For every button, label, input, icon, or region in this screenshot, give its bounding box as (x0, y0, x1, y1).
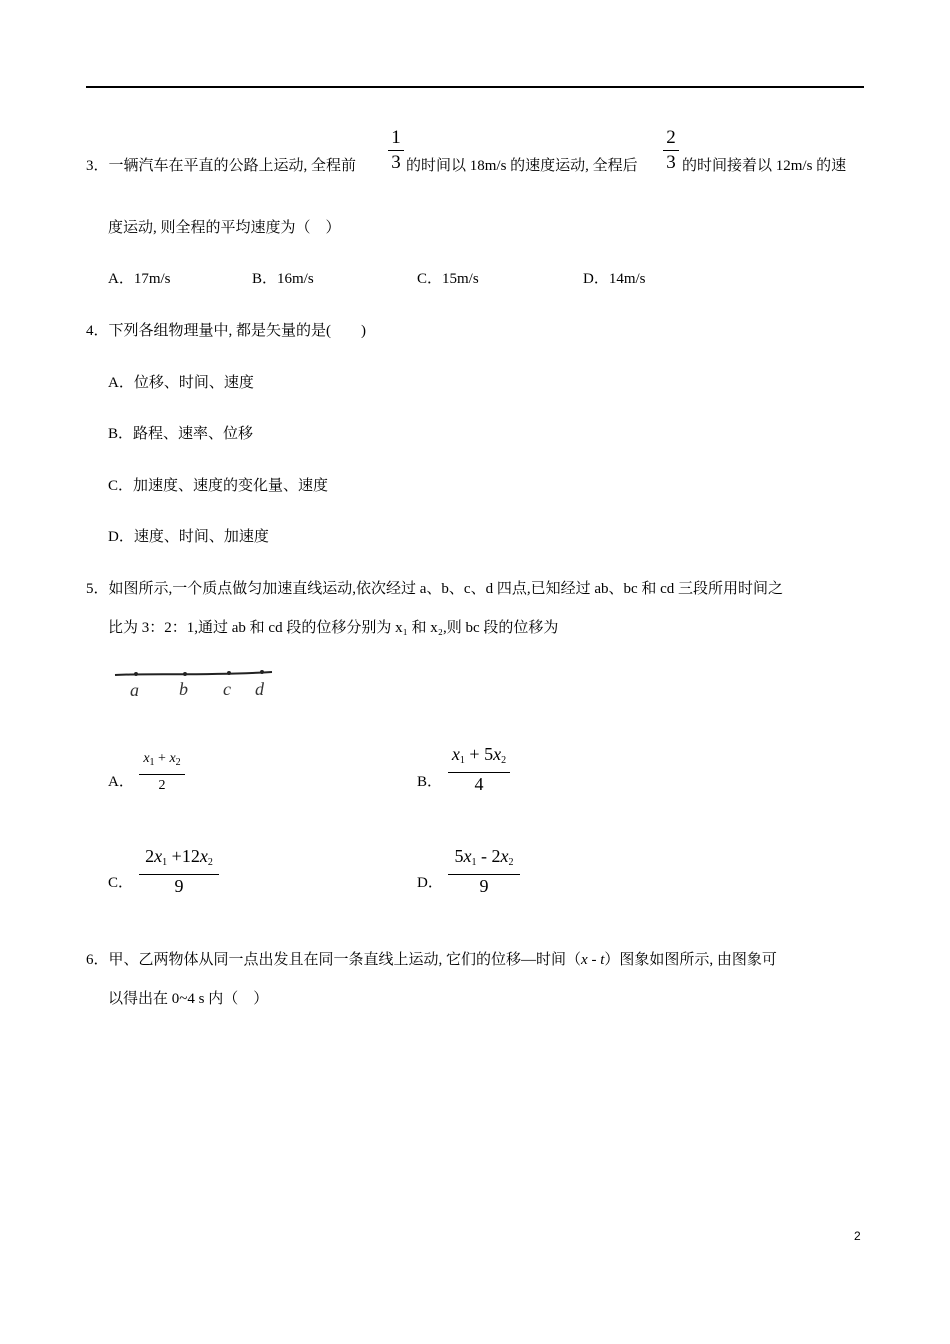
q4-stem: 4．下列各组物理量中, 都是矢量的是( ) (86, 323, 366, 339)
q5-stem-line1: 5．如图所示,一个质点做匀加速直线运动,依次经过 a、b、c、d 四点,已知经过 ab、bc 和 cd 三段所用时间之 (86, 581, 784, 597)
var-t: t (600, 952, 605, 968)
q4-option-a: A．位移、时间、速度 (108, 375, 254, 391)
q5-option-b-fraction (448, 743, 510, 795)
q3-option-d: D．14m/s (583, 271, 646, 287)
var-x: x (463, 846, 472, 866)
var-x: x (451, 744, 460, 764)
point-label-b: b (179, 679, 188, 699)
var-x: x (143, 751, 150, 766)
q3-option-c: C．15m/s (417, 271, 479, 287)
q6-text-part2: ）图象如图所示, 由图象可 (604, 952, 777, 968)
fraction-denominator: 4 (474, 774, 484, 794)
header-rule (86, 86, 864, 88)
fraction-denominator: 9 (174, 876, 184, 896)
fraction-denominator: 2 (158, 778, 166, 793)
subscript: 2 (508, 857, 514, 868)
q5-option-d-fraction (448, 845, 520, 897)
point-b (183, 672, 187, 676)
subscript: 1 (162, 857, 168, 868)
subscript: 2 (175, 757, 181, 768)
q5-stem-line2: 比为 3：2：1,通过 ab 和 cd 段的位移分别为 x₁ 和 x₂,则 bc 段的位移为 (108, 620, 559, 636)
operator: - 2 (481, 846, 501, 866)
fraction-numerator (139, 748, 185, 774)
fraction-one-third (388, 127, 404, 174)
fraction-numerator: 1 (391, 127, 401, 148)
fraction-numerator (448, 845, 520, 874)
subscript: 1 (471, 857, 477, 868)
fraction-denominator: 3 (391, 152, 401, 173)
coefficient: 5 (454, 846, 464, 866)
q3-stem-line2: 度运动, 则全程的平均速度为（ ） (108, 220, 341, 236)
operator: + (158, 751, 166, 766)
subscript: 1 (149, 757, 155, 768)
q5-option-b-label: B． (417, 774, 443, 790)
page-number: 2 (854, 1229, 861, 1243)
q5-option-d-label: D． (417, 875, 443, 891)
point-c (227, 671, 231, 675)
point-d (260, 670, 264, 674)
q3-stem-part1: 3．一辆汽车在平直的公路上运动, 全程前 (86, 158, 357, 174)
q3-option-a: A．17m/s (108, 271, 171, 287)
q6-text-part1: 6．甲、乙两物体从同一点出发且在同一条直线上运动, 它们的位移—时间（ (86, 952, 582, 968)
q3-stem-part2: 的时间以 18m/s 的速度运动, 全程后 (406, 158, 638, 174)
subscript: 2 (501, 755, 507, 766)
q5-line-figure (112, 664, 277, 702)
subscript: 2 (207, 857, 213, 868)
fraction-denominator: 3 (666, 152, 676, 173)
operator: + 5 (469, 744, 494, 764)
q5-option-c-label: C． (108, 875, 134, 891)
q6-stem-line2: 以得出在 0~4 s 内（ ） (108, 991, 269, 1007)
operator: +12 (171, 846, 200, 866)
subscript: 1 (459, 755, 465, 766)
q3-option-b: B．16m/s (252, 271, 314, 287)
fraction-denominator: 9 (479, 876, 489, 896)
q4-option-c: C．加速度、速度的变化量、速度 (108, 478, 329, 494)
fraction-bar (388, 150, 404, 151)
q5-option-a-fraction (139, 748, 185, 797)
coefficient: 2 (145, 846, 155, 866)
q3-stem-part3: 的时间接着以 12m/s 的速 (682, 158, 847, 174)
q6-stem-line1 (86, 950, 777, 970)
dash: - (587, 952, 601, 968)
var-x: x (493, 744, 502, 764)
fraction-numerator: 2 (666, 127, 676, 148)
var-x: x (169, 751, 176, 766)
point-a (134, 672, 138, 676)
q4-option-d: D．速度、时间、加速度 (108, 529, 269, 545)
figure-line (115, 672, 272, 675)
fraction-bar (663, 150, 679, 151)
q5-option-c-fraction (139, 845, 219, 897)
fraction-numerator (139, 845, 219, 874)
point-label-c: c (223, 679, 231, 699)
var-x: x (500, 846, 509, 866)
fraction-two-thirds (663, 127, 679, 174)
fraction-numerator (448, 743, 510, 772)
point-label-a: a (130, 680, 139, 700)
point-label-d: d (255, 679, 264, 699)
var-x: x (154, 846, 163, 866)
q5-option-a-label: A． (108, 774, 134, 790)
q4-option-b: B．路程、速率、位移 (108, 426, 254, 442)
var-x: x (581, 952, 588, 968)
var-x: x (199, 846, 208, 866)
